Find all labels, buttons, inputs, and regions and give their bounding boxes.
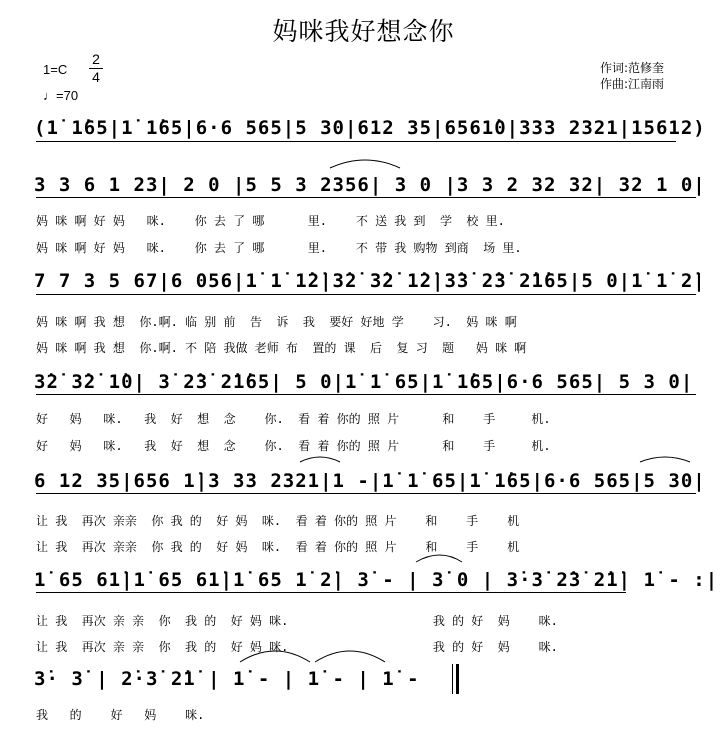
notation-row: (1̇ 1̇65|1̇ 1̇65|6·6 565|5 30|612 35|6561̇0|333 2321|15612): [34, 117, 706, 139]
lyric-line: 让 我 再次 亲亲 你 我 的 好 妈 咪. 看 着 你的 照 片 和 手 机: [36, 514, 520, 528]
notation-row: 1̇ 65 61̇|1̇ 65 61̇|1̇ 65 1̇ 2̇| 3̇ - | 3̇ 0 | 3̇·3̇ 2̇3̇ 2̇1̇| 1̇ - :|: [34, 569, 719, 591]
time-signature-bottom: 4: [92, 69, 100, 85]
lyric-line: 让 我 再次 亲 亲 你 我 的 好 妈 咪. 我 的 好 妈 咪.: [36, 640, 558, 654]
lyric-line: 好 妈 咪. 我 好 想 念 你. 看 着 你的 照 片 和 手 机.: [36, 412, 551, 426]
notation-row: 7 7 3 5 67|6 056|1̇ 1̇ 1̇2̇|3̇2̇ 3̇2̇ 1̇2̇|3̇3̇ 2̇3̇ 2̇1̇65|5 0|1̇ 1̇ 2̇|: [34, 270, 706, 292]
composer-credit: 作曲:江南雨: [600, 77, 665, 91]
lyric-line: 好 妈 咪. 我 好 想 念 你. 看 着 你的 照 片 和 手 机.: [36, 439, 551, 453]
lyric-line: 妈 咪 啊 好 妈 咪. 你 去 了 哪 里. 不 送 我 到 学 校 里.: [36, 214, 505, 228]
notation-row: 3 3 6 1 23| 2 0 |5 5 3 2356| 3 0 |3 3 2 32 32| 32 1 0|: [34, 174, 706, 196]
song-title: 妈咪我好想念你: [272, 17, 455, 46]
lyric-line: 妈 咪 啊 好 妈 咪. 你 去 了 哪 里. 不 带 我 购物 到商 场 里.: [36, 241, 522, 255]
notation-row: 3̇2̇ 3̇2̇ 1̇0| 3̇ 2̇3̇ 2̇1̇65| 5 0|1̇ 1̇ 65|1̇ 1̇65|6·6 565| 5 3 0|: [34, 371, 694, 393]
lyric-line: 让 我 再次 亲 亲 你 我 的 好 妈 咪. 我 的 好 妈 咪.: [36, 614, 558, 628]
tempo-marking: ♩=70: [43, 88, 79, 103]
lyricist-credit: 作词:范修奎: [600, 61, 665, 75]
lyric-line: 妈 咪 啊 我 想 你.啊. 临 别 前 告 诉 我 要好 好地 学 习. 妈 咪 啊: [36, 315, 517, 329]
time-signature-top: 2: [92, 51, 100, 67]
lyric-line: 让 我 再次 亲亲 你 我 的 好 妈 咪. 看 着 你的 照 片 和 手 机: [36, 540, 520, 554]
key-signature: 1=C: [43, 62, 68, 77]
notation-row: 3̇· 3̇ | 2̇·3̇ 2̇1̇ | 1̇ - | 1̇ - | 1̇ -: [34, 668, 420, 690]
notation-row: 6 12 35|656 1̇|3 33 2321|1 -|1̇ 1̇ 65|1̇ 1̇65|6·6 565|5 30|: [34, 470, 706, 492]
lyric-line: 妈 咪 啊 我 想 你.啊. 不 陪 我做 老师 布 置的 课 后 复 习 题 妈 咪 啊: [36, 341, 527, 355]
lyric-line: 我 的 好 妈 咪.: [36, 708, 205, 722]
